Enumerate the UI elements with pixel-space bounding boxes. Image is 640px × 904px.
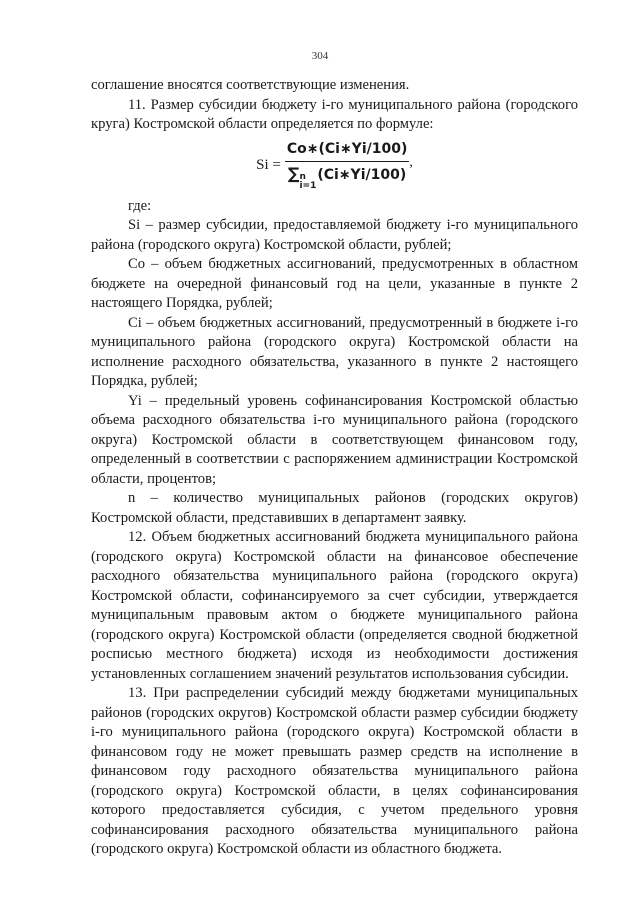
sum-upper-limit: n <box>299 172 306 183</box>
definition-ci: Ci – объем бюджетных ассигнований, предусмотренный в бюджете i-го муниципального района (городского округа) Костромской области на исполнение расходного обязательства, указанного в пункте 2 настоящего Порядка, рублей; <box>91 314 578 389</box>
sum-lower-limit: i=1 <box>299 181 317 192</box>
paragraph-13: 13. При распределении субсидий между бюджетами муниципальных районов (городских округов) Костромской области размер субсидии бюджету i-го муниципального района (городского округа) Костромской области в финансовом году не может превышать размер средств на исполнение в финансовом году расходного обязательства муниципального района (городского округа) Костромской области, в целях софинансирования которого предоставляется субсидия, с учетом предельного уровня софинансирования расходного обязательства муниципального района (городского округа) Костромской области из областного бюджета. <box>91 685 578 857</box>
definition-si: Si – размер субсидии, предоставляемой бюджету i-го муниципального района (городского округа) Костромской области, рублей; <box>91 217 578 253</box>
subsidy-formula <box>91 141 578 191</box>
sum-limits <box>299 173 316 191</box>
formula-denominator <box>288 162 406 191</box>
formula-fraction <box>285 140 410 192</box>
definition-n: n – количество муниципальных районов (городских округов) Костромской области, представивших в департамент заявку. <box>91 490 578 526</box>
formula-comma: , <box>409 155 413 170</box>
paragraph-12: 12. Объем бюджетных ассигнований бюджета муниципального района (городского округа) Костромской области на финансовое обеспечение расходного обязательства муниципального района (городского округа) Костромской области, софинансируемого за счет субсидии, утверждается муниципальным правовым актом о бюджете муниципального района (городского округа) Костромской области (определяется сводной бюджетной росписью местного бюджета) исходя из необходимости достижения установленных соглашением значений результатов использования субсидии. <box>91 529 578 682</box>
formula-lhs: Si = <box>256 156 281 173</box>
definition-yi: Yi – предельный уровень софинансирования Костромской областью объема расходного обязательства i-го муниципального района (городского округа) Костромской области в соответствующем финансовом году, определенный в соответствии с распоряжением администрации Костромской области, процентов; <box>91 392 578 487</box>
paragraph-continuation: соглашение вносятся соответствующие изменения. <box>91 77 410 93</box>
where-label: где: <box>128 197 152 214</box>
document-body <box>91 76 578 860</box>
formula-denominator-tail: (Ci∗Yi/100) <box>317 167 407 184</box>
definition-co: Co – объем бюджетных ассигнований, предусмотренных в областном бюджете на очередной финансовый год на цели, указанные в пункте 2 настоящего Порядка, рублей; <box>91 256 578 311</box>
page-number: 304 <box>311 50 329 62</box>
formula-numerator: Co∗(Ci∗Yi/100) <box>285 140 410 163</box>
paragraph-11: 11. Размер субсидии бюджету i-го муниципального района (городского круга) Костромской области определяется по формуле: <box>91 96 578 132</box>
sigma-symbol: ∑ <box>287 164 300 184</box>
